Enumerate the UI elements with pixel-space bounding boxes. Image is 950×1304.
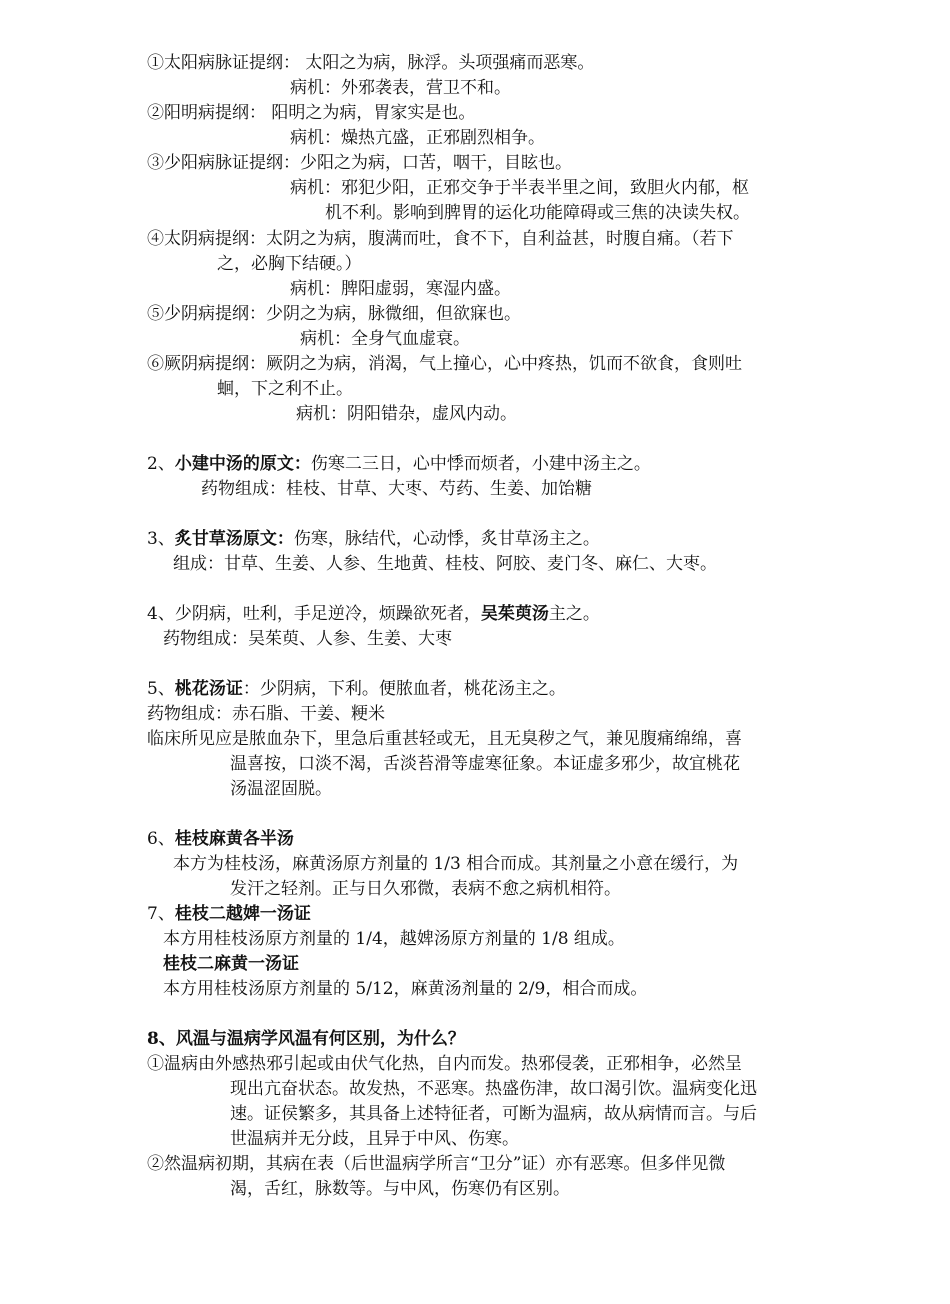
section-4-heading: [147, 606, 600, 623]
section-6-text-2: 发汗之轻剂。正与日久邪微，表病不愈之病机相符。: [230, 879, 621, 899]
section-5-title: 桃花汤证: [174, 679, 243, 699]
jueyin-outline-cont: 蛔，下之利不止。: [217, 379, 353, 399]
section-4-pre: 4、少阴病，吐利，手足逆冷，烦躁欲死者，: [147, 604, 481, 624]
section-2-heading: [147, 456, 651, 473]
section-7-text-2: 本方用桂枝汤原方剂量的 5/12，麻黄汤剂量的 2/9，相合而成。: [163, 979, 648, 999]
section-5-heading: [147, 681, 566, 698]
section-5-clinical-3: 汤温涩固脱。: [230, 779, 332, 799]
jueyin-outline: ⑥厥阴病提纲：厥阴之为病，消渴，气上撞心，心中疼热，饥而不欲食，食则吐: [147, 354, 742, 374]
section-5-clinical-1: 临床所见应是脓血杂下，里急后重甚轻或无，且无臭秽之气，兼见腹痛绵绵，喜: [147, 729, 742, 749]
yangming-pathogenesis: 病机：燥热亢盛，正邪剧烈相争。: [290, 128, 545, 148]
section-6-text-1: 本方为桂枝汤，麻黄汤原方剂量的 1/3 相合而成。其剂量之小意在缓行，为: [173, 854, 739, 874]
section-3-title: 炙甘草汤原文：: [174, 529, 294, 549]
taiyin-outline-cont: 之，必胸下结硬。）: [217, 254, 362, 274]
section-8-answer-1-line-4: 世温病并无分歧，且异于中风、伤寒。: [230, 1129, 519, 1149]
section-5-number: 5、: [147, 679, 175, 699]
yangming-outline: ②阳明病提纲： 阳明之为病，胃家实是也。: [147, 103, 476, 123]
section-4-composition: 药物组成：吴茱萸、人参、生姜、大枣: [163, 629, 452, 649]
shaoyin-pathogenesis: 病机：全身气血虚衰。: [300, 329, 470, 349]
taiyin-outline: ④太阴病提纲：太阴之为病，腹满而吐，食不下，自利益甚，时腹自痛。（若下: [147, 229, 734, 249]
section-8-answer-1-line-1: ①温病由外感热邪引起或由伏气化热，自内而发。热邪侵袭，正邪相争，必然呈: [147, 1054, 742, 1074]
section-7-number: 7、: [147, 904, 175, 924]
section-8-answer-1-line-2: 现出亢奋状态。故发热，不恶寒。热盛伤津，故口渴引饮。温病变化迅: [230, 1079, 757, 1099]
section-7-heading: [147, 906, 311, 923]
section-2-number: 2、: [147, 454, 175, 474]
section-5-text: ：少阴病，下利。便脓血者，桃花汤主之。: [242, 679, 566, 699]
shaoyang-outline: ③少阳病脉证提纲：少阳之为病，口苦，咽干，目眩也。: [147, 153, 572, 173]
section-3-number: 3、: [147, 529, 175, 549]
section-7-title-2: 桂枝二麻黄一汤证: [163, 954, 299, 974]
section-8-answer-1-line-3: 速。证侯繁多，其具备上述特征者，可断为温病，故从病情而言。与后: [230, 1104, 757, 1124]
shaoyang-pathogenesis-cont: 机不利。影响到脾胃的运化功能障碍或三焦的决读失权。: [325, 203, 750, 223]
section-5-composition: 药物组成：赤石脂、干姜、粳米: [147, 704, 385, 724]
section-2-title: 小建中汤的原文：: [174, 454, 311, 474]
section-4-post: 主之。: [548, 604, 600, 624]
section-8-answer-2-line-1: ②然温病初期，其病在表（后世温病学所言“卫分”证）亦有恶寒。但多伴见微: [147, 1154, 726, 1174]
shaoyang-pathogenesis: 病机：邪犯少阳，正邪交争于半表半里之间，致胆火内郁，枢: [290, 178, 749, 198]
section-3-text: 伤寒，脉结代，心动悸，炙甘草汤主之。: [293, 529, 600, 549]
taiyang-outline: ①太阳病脉证提纲： 太阳之为病，脉浮。头项强痛而恶寒。: [147, 53, 595, 73]
section-3-composition: 组成：甘草、生姜、人参、生地黄、桂枝、阿胶、麦门冬、麻仁、大枣。: [173, 554, 717, 574]
section-2-text: 伤寒二三日，心中悸而烦者，小建中汤主之。: [310, 454, 651, 474]
section-4-formula: 吴茱萸汤: [480, 604, 549, 624]
section-8-heading: 8、风温与温病学风温有何区别，为什么？: [147, 1029, 465, 1049]
section-7-title: 桂枝二越婢一汤证: [174, 904, 311, 924]
taiyin-pathogenesis: 病机：脾阳虚弱，寒湿内盛。: [290, 279, 511, 299]
section-2-composition: 药物组成：桂枝、甘草、大枣、芍药、生姜、加饴糖: [201, 479, 592, 499]
section-6-heading: [147, 831, 294, 848]
section-6-title: 桂枝麻黄各半汤: [174, 829, 294, 849]
section-5-clinical-2: 温喜按，口淡不渴，舌淡苔滑等虚寒征象。本证虚多邪少，故宜桃花: [230, 754, 740, 774]
section-6-number: 6、: [147, 829, 175, 849]
shaoyin-outline: ⑤少阴病提纲：少阴之为病，脉微细，但欲寐也。: [147, 304, 521, 324]
section-3-heading: [147, 531, 600, 548]
section-7-text-1: 本方用桂枝汤原方剂量的 1/4，越婢汤原方剂量的 1/8 组成。: [163, 929, 625, 949]
section-8-answer-2-line-2: 渴，舌红，脉数等。与中风，伤寒仍有区别。: [230, 1179, 570, 1199]
taiyang-pathogenesis: 病机：外邪袭表，营卫不和。: [290, 78, 511, 98]
jueyin-pathogenesis: 病机：阴阳错杂，虚风内动。: [296, 404, 517, 424]
